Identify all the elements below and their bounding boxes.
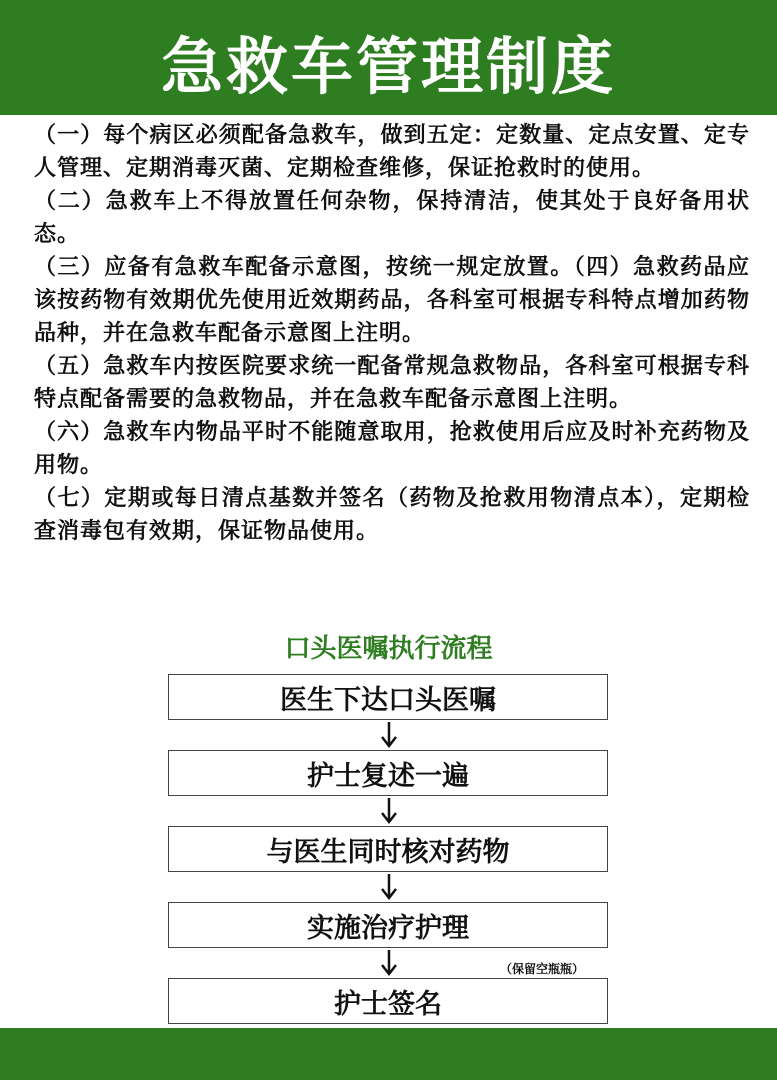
rule-item: （一）每个病区必须配备急救车，做到五定：定数量、定点安置、定专人管理、定期消毒灭菌、定期检查维修，保证抢救时的使用。 — [34, 123, 750, 181]
arrow-down-icon — [380, 797, 398, 825]
rule-item: （二）急救车上不得放置任何杂物，保持清洁，使其处于良好备用状态。 — [34, 189, 750, 247]
flow-note: （保留空瓶瓶） — [500, 962, 585, 976]
rule-item: （七）定期或每日清点基数并签名（药物及抢救用物清点本），定期检查消毒包有效期，保证物品使用。 — [34, 486, 750, 544]
flow-step-5: 护士签名 — [168, 978, 608, 1024]
footer-banner — [0, 1028, 777, 1080]
page-title: 急救车管理制度 — [160, 30, 616, 103]
rules-list — [34, 119, 750, 548]
flow-step-2: 护士复述一遍 — [168, 750, 608, 796]
rule-item: （六）急救车内物品平时不能随意取用，抢救使用后应及时补充药物及用物。 — [34, 420, 750, 478]
rule-item: （三）应备有急救车配备示意图，按统一规定放置。（四）急救药品应该按药物有效期优先使用近效期药品，各科室可根据专科特点增加药物品种，并在急救车配备示意图上注明。 — [34, 255, 750, 346]
rule-item: （五）急救车内按医院要求统一配备常规急救物品，各科室可根据专科特点配备需要的急救物品，并在急救车配备示意图上注明。 — [34, 354, 750, 412]
flow-step-4: 实施治疗护理 — [168, 902, 608, 948]
header-banner — [0, 0, 777, 115]
flow-title: 口头医嘱执行流程 — [284, 634, 493, 664]
flow-step-3: 与医生同时核对药物 — [168, 826, 608, 872]
arrow-down-icon — [380, 721, 398, 749]
flow-step-1: 医生下达口头医嘱 — [168, 674, 608, 720]
arrow-down-icon — [380, 949, 398, 977]
arrow-down-icon — [380, 873, 398, 901]
